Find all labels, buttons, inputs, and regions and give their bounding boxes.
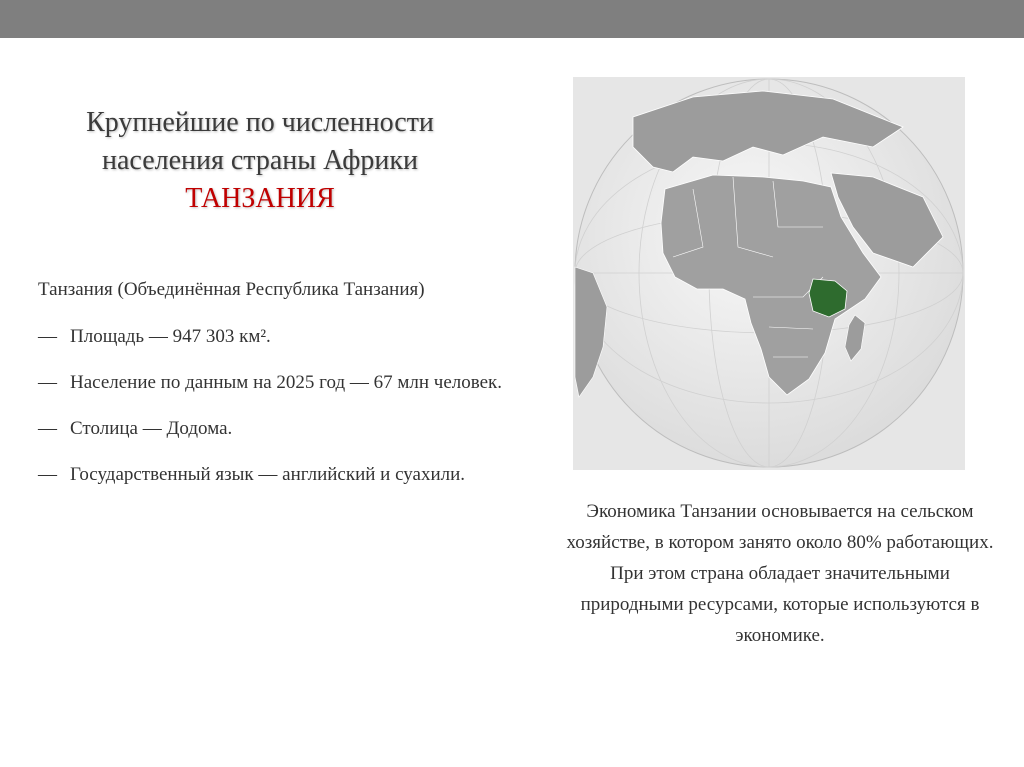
info-item-area <box>38 321 516 353</box>
title-line-1: Крупнейшие по численности <box>86 107 434 138</box>
economy-text: Экономика Танзании основывается на сельском хозяйстве, в котором занято около 80% работающих. При этом страна обладает значительными природными ресурсами, которые используются в экономике. <box>566 501 994 646</box>
info-item-language <box>38 459 516 491</box>
info-item-text: Государственный язык — английский и суахили. <box>70 464 466 485</box>
dash-bullet: — <box>38 418 57 439</box>
globe-map <box>573 77 965 470</box>
info-heading: Танзания (Объединённая Республика Танзания) <box>38 279 425 300</box>
info-item-text: Население по данным на 2025 год — 67 млн человек. <box>70 372 503 393</box>
info-item-capital <box>38 413 516 445</box>
info-item-population <box>38 367 516 399</box>
globe-africa-map-icon <box>573 77 965 470</box>
info-item-text: Площадь — 947 303 км². <box>70 326 271 347</box>
country-info <box>38 274 516 505</box>
title-accent: ТАНЗАНИЯ <box>185 183 335 214</box>
top-bar <box>0 0 1024 38</box>
dash-bullet: — <box>38 372 57 393</box>
dash-bullet: — <box>38 326 57 347</box>
slide-title <box>30 104 490 218</box>
dash-bullet: — <box>38 464 57 485</box>
title-line-2: населения страны Африки <box>102 145 418 176</box>
info-item-text: Столица — Додома. <box>70 418 233 439</box>
